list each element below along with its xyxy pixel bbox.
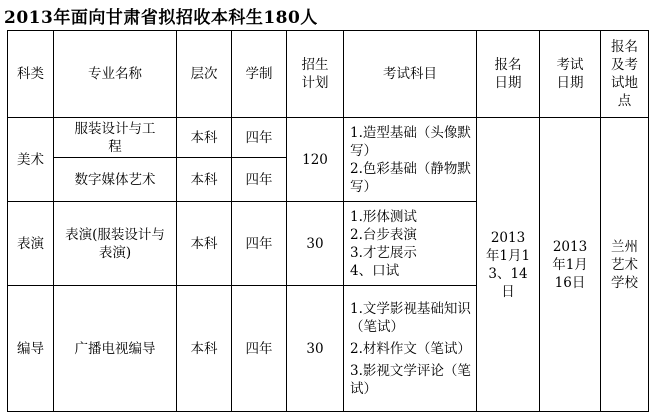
major-name: 广播电视编导 [54, 286, 177, 412]
quota-direct: 30 [287, 286, 344, 412]
exam-subjects-direct [344, 286, 477, 412]
page-title: 2013年面向甘肃省拟招收本科生180人 [4, 8, 318, 28]
exam-item: 2.材料作文（笔试） [350, 340, 471, 357]
exam-item: 3.才艺展示 [350, 244, 417, 261]
exam-item: 3.影视文学评论（笔试） [350, 362, 471, 397]
level-cell: 本科 [177, 118, 232, 158]
header-major: 专业名称 [54, 31, 177, 118]
header-exam-subjects: 考试科目 [344, 31, 477, 118]
header-category: 科类 [8, 31, 54, 118]
header-exam-date: 考试日期 [540, 31, 601, 118]
category-perform: 表演 [8, 202, 54, 286]
major-name: 服装设计与工程 [54, 118, 177, 158]
admissions-table [7, 30, 649, 412]
reg-date-cell: 2013年1月13、14日 [477, 118, 540, 412]
header-reg-date: 报名日期 [477, 31, 540, 118]
duration-cell: 四年 [232, 158, 287, 202]
header-level: 层次 [177, 31, 232, 118]
table-row [8, 118, 649, 158]
exam-item: 1.造型基础（头像默写） [350, 124, 471, 159]
exam-subjects-art [344, 118, 477, 202]
header-location: 报名及考试地点 [601, 31, 649, 118]
level-cell: 本科 [177, 158, 232, 202]
exam-item: 2.台步表演 [350, 226, 417, 243]
duration-cell: 四年 [232, 118, 287, 158]
duration-cell: 四年 [232, 286, 287, 412]
duration-cell: 四年 [232, 202, 287, 286]
level-cell: 本科 [177, 286, 232, 412]
level-cell: 本科 [177, 202, 232, 286]
header-duration: 学制 [232, 31, 287, 118]
exam-item: 1.形体测试 [350, 208, 417, 225]
major-name: 表演(服装设计与表演) [54, 202, 177, 286]
major-name: 数字媒体艺术 [54, 158, 177, 202]
category-art: 美术 [8, 118, 54, 202]
exam-item: 1.文学影视基础知识（笔试） [350, 300, 471, 335]
quota-perform: 30 [287, 202, 344, 286]
header-quota: 招生计划 [287, 31, 344, 118]
category-direct: 编导 [8, 286, 54, 412]
location-cell: 兰州艺术学校 [601, 118, 649, 412]
quota-art: 120 [287, 118, 344, 202]
exam-item: 4、口试 [350, 262, 400, 279]
table-header-row [8, 31, 649, 118]
exam-item: 2.色彩基础（静物默写） [350, 160, 471, 195]
exam-subjects-perform [344, 202, 477, 286]
exam-date-cell: 2013年1月16日 [540, 118, 601, 412]
